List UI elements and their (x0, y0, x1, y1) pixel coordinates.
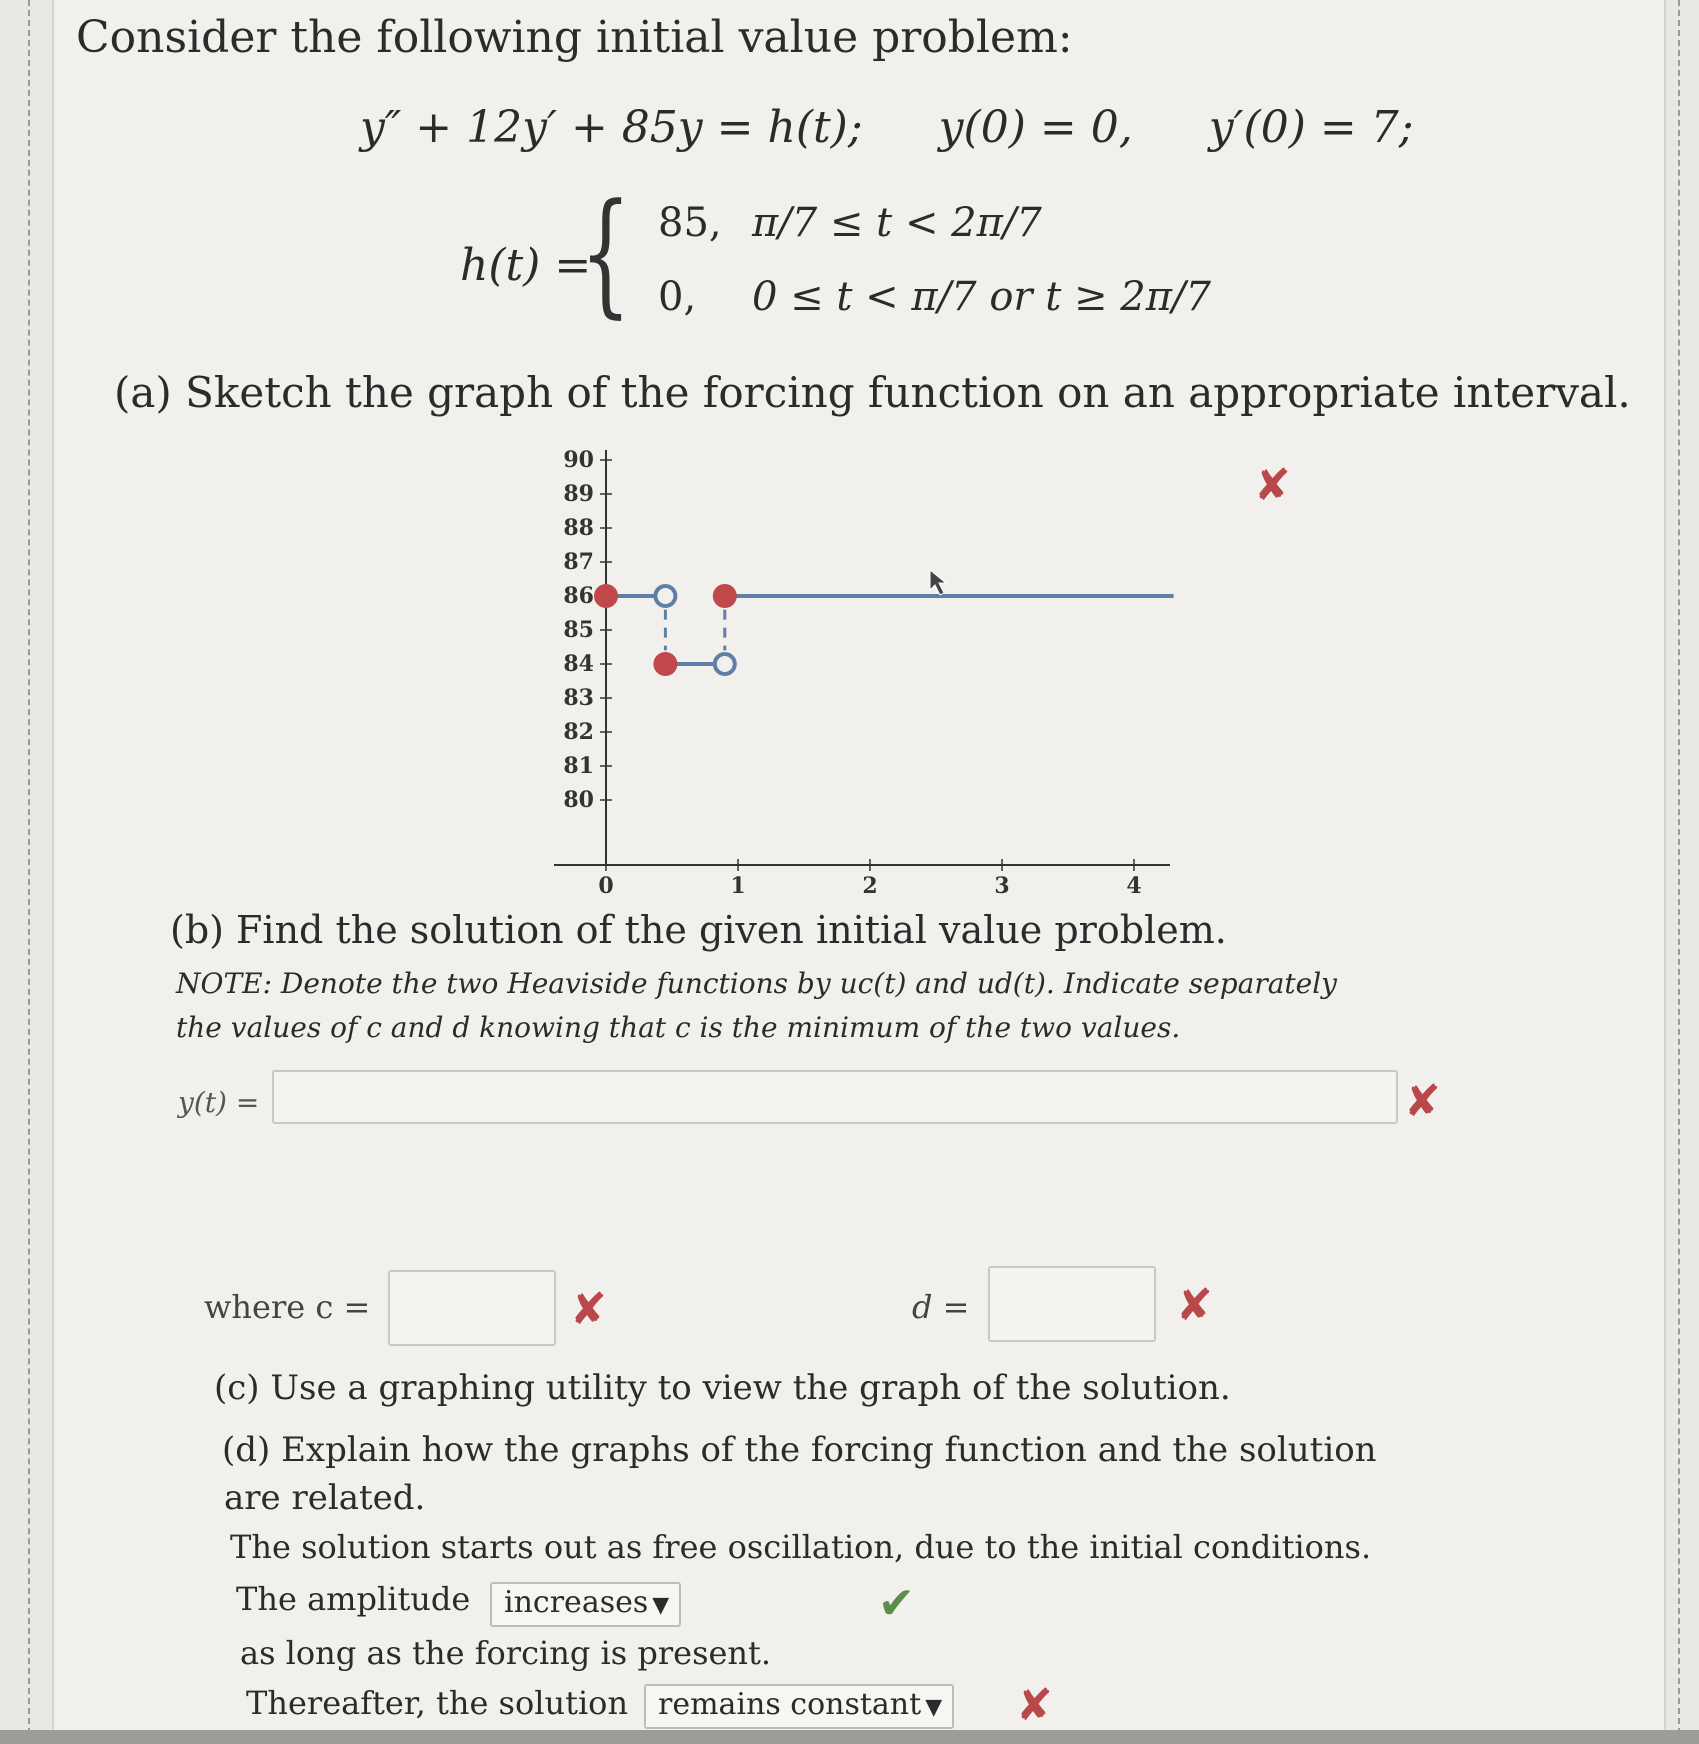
c-incorrect-icon: ✘ (570, 1284, 607, 1335)
closed-endpoint (594, 584, 618, 608)
part-b-prompt: (b) Find the solution of the given initial value problem. (170, 908, 1227, 952)
part-d-sentence1: The solution starts out as free oscillation, due to the initial conditions. (230, 1528, 1372, 1566)
x-tick-label: 1 (730, 873, 746, 899)
x-tick-label: 0 (598, 873, 614, 899)
d-label: d = (912, 1288, 970, 1326)
y-tick-label: 80 (563, 787, 594, 813)
amplitude-dropdown[interactable] (490, 1582, 681, 1627)
x-tick-label: 3 (994, 873, 1010, 899)
mouse-cursor-icon (930, 570, 946, 595)
part-c-prompt: (c) Use a graphing utility to view the graph of the solution. (214, 1368, 1231, 1408)
y-tick-label: 84 (563, 651, 594, 677)
amplitude-prefix: The amplitude (236, 1580, 471, 1618)
d-input[interactable] (988, 1266, 1156, 1342)
c-label: where c = (204, 1288, 371, 1326)
initial-condition-2: y′(0) = 7; (1208, 102, 1414, 153)
y-tick-label: 82 (563, 719, 594, 745)
ode-equation (360, 102, 1414, 153)
y-tick-label: 89 (563, 481, 594, 507)
y-tick-label: 81 (563, 753, 594, 779)
case2-condition: 0 ≤ t < π/7 or t ≥ 2π/7 (752, 274, 1211, 320)
d-incorrect-icon: ✘ (1176, 1280, 1213, 1331)
problem-intro: Consider the following initial value problem: (76, 12, 1073, 63)
open-endpoint (715, 654, 735, 674)
closed-endpoint (713, 584, 737, 608)
part-a-prompt: (a) Sketch the graph of the forcing function on an appropriate interval. (114, 368, 1631, 417)
forcing-text: as long as the forcing is present. (240, 1634, 772, 1672)
y-solution-label: y(t) = (178, 1086, 260, 1119)
part-b-note: NOTE: Denote the two Heaviside functions by uc(t) and ud(t). Indicate separately the values of c and d knowing that c is the minimum of the two values. (176, 967, 1337, 1044)
right-dashed-border (1678, 0, 1680, 1744)
thereafter-incorrect-icon: ✘ (1016, 1680, 1053, 1731)
y-tick-label: 87 (563, 549, 594, 575)
amplitude-correct-icon: ✔ (878, 1578, 915, 1629)
part-d-prompt-line1: (d) Explain how the graphs of the forcing function and the solution (222, 1430, 1377, 1470)
y-tick-label: 85 (563, 617, 594, 643)
case2-value: 0, (658, 274, 697, 320)
left-dashed-border (28, 0, 30, 1744)
x-tick-label: 2 (862, 873, 878, 899)
part-d-prompt-line2: are related. (224, 1478, 426, 1518)
y-solution-input[interactable] (272, 1070, 1398, 1124)
dropdown-arrow-icon: ▼ (652, 1593, 670, 1618)
piecewise-brace: { (580, 175, 632, 331)
thereafter-selected: remains constant (658, 1687, 922, 1722)
c-input[interactable] (388, 1270, 556, 1346)
open-endpoint (655, 586, 675, 606)
case1-value: 85, (658, 200, 722, 246)
initial-condition-1: y(0) = 0, (938, 102, 1133, 153)
x-tick-label: 4 (1126, 873, 1142, 899)
y-tick-label: 86 (563, 583, 594, 609)
forcing-lhs: h(t) = (460, 240, 592, 291)
part-a-incorrect-icon: ✘ (1254, 460, 1291, 511)
ode-text: y″ + 12y′ + 85y = h(t); (360, 102, 863, 153)
thereafter-dropdown[interactable] (644, 1684, 954, 1729)
dropdown-arrow-icon: ▼ (925, 1695, 943, 1720)
amplitude-selected: increases (504, 1585, 649, 1620)
thereafter-prefix: Thereafter, the solution (246, 1684, 629, 1722)
case1-condition: π/7 ≤ t < 2π/7 (752, 200, 1042, 246)
y-tick-label: 88 (563, 515, 594, 541)
bottom-bar (0, 1730, 1699, 1744)
y-tick-label: 90 (563, 447, 594, 473)
y-incorrect-icon: ✘ (1404, 1076, 1441, 1127)
closed-endpoint (653, 652, 677, 676)
y-tick-label: 83 (563, 685, 594, 711)
forcing-graph[interactable] (540, 440, 1180, 910)
